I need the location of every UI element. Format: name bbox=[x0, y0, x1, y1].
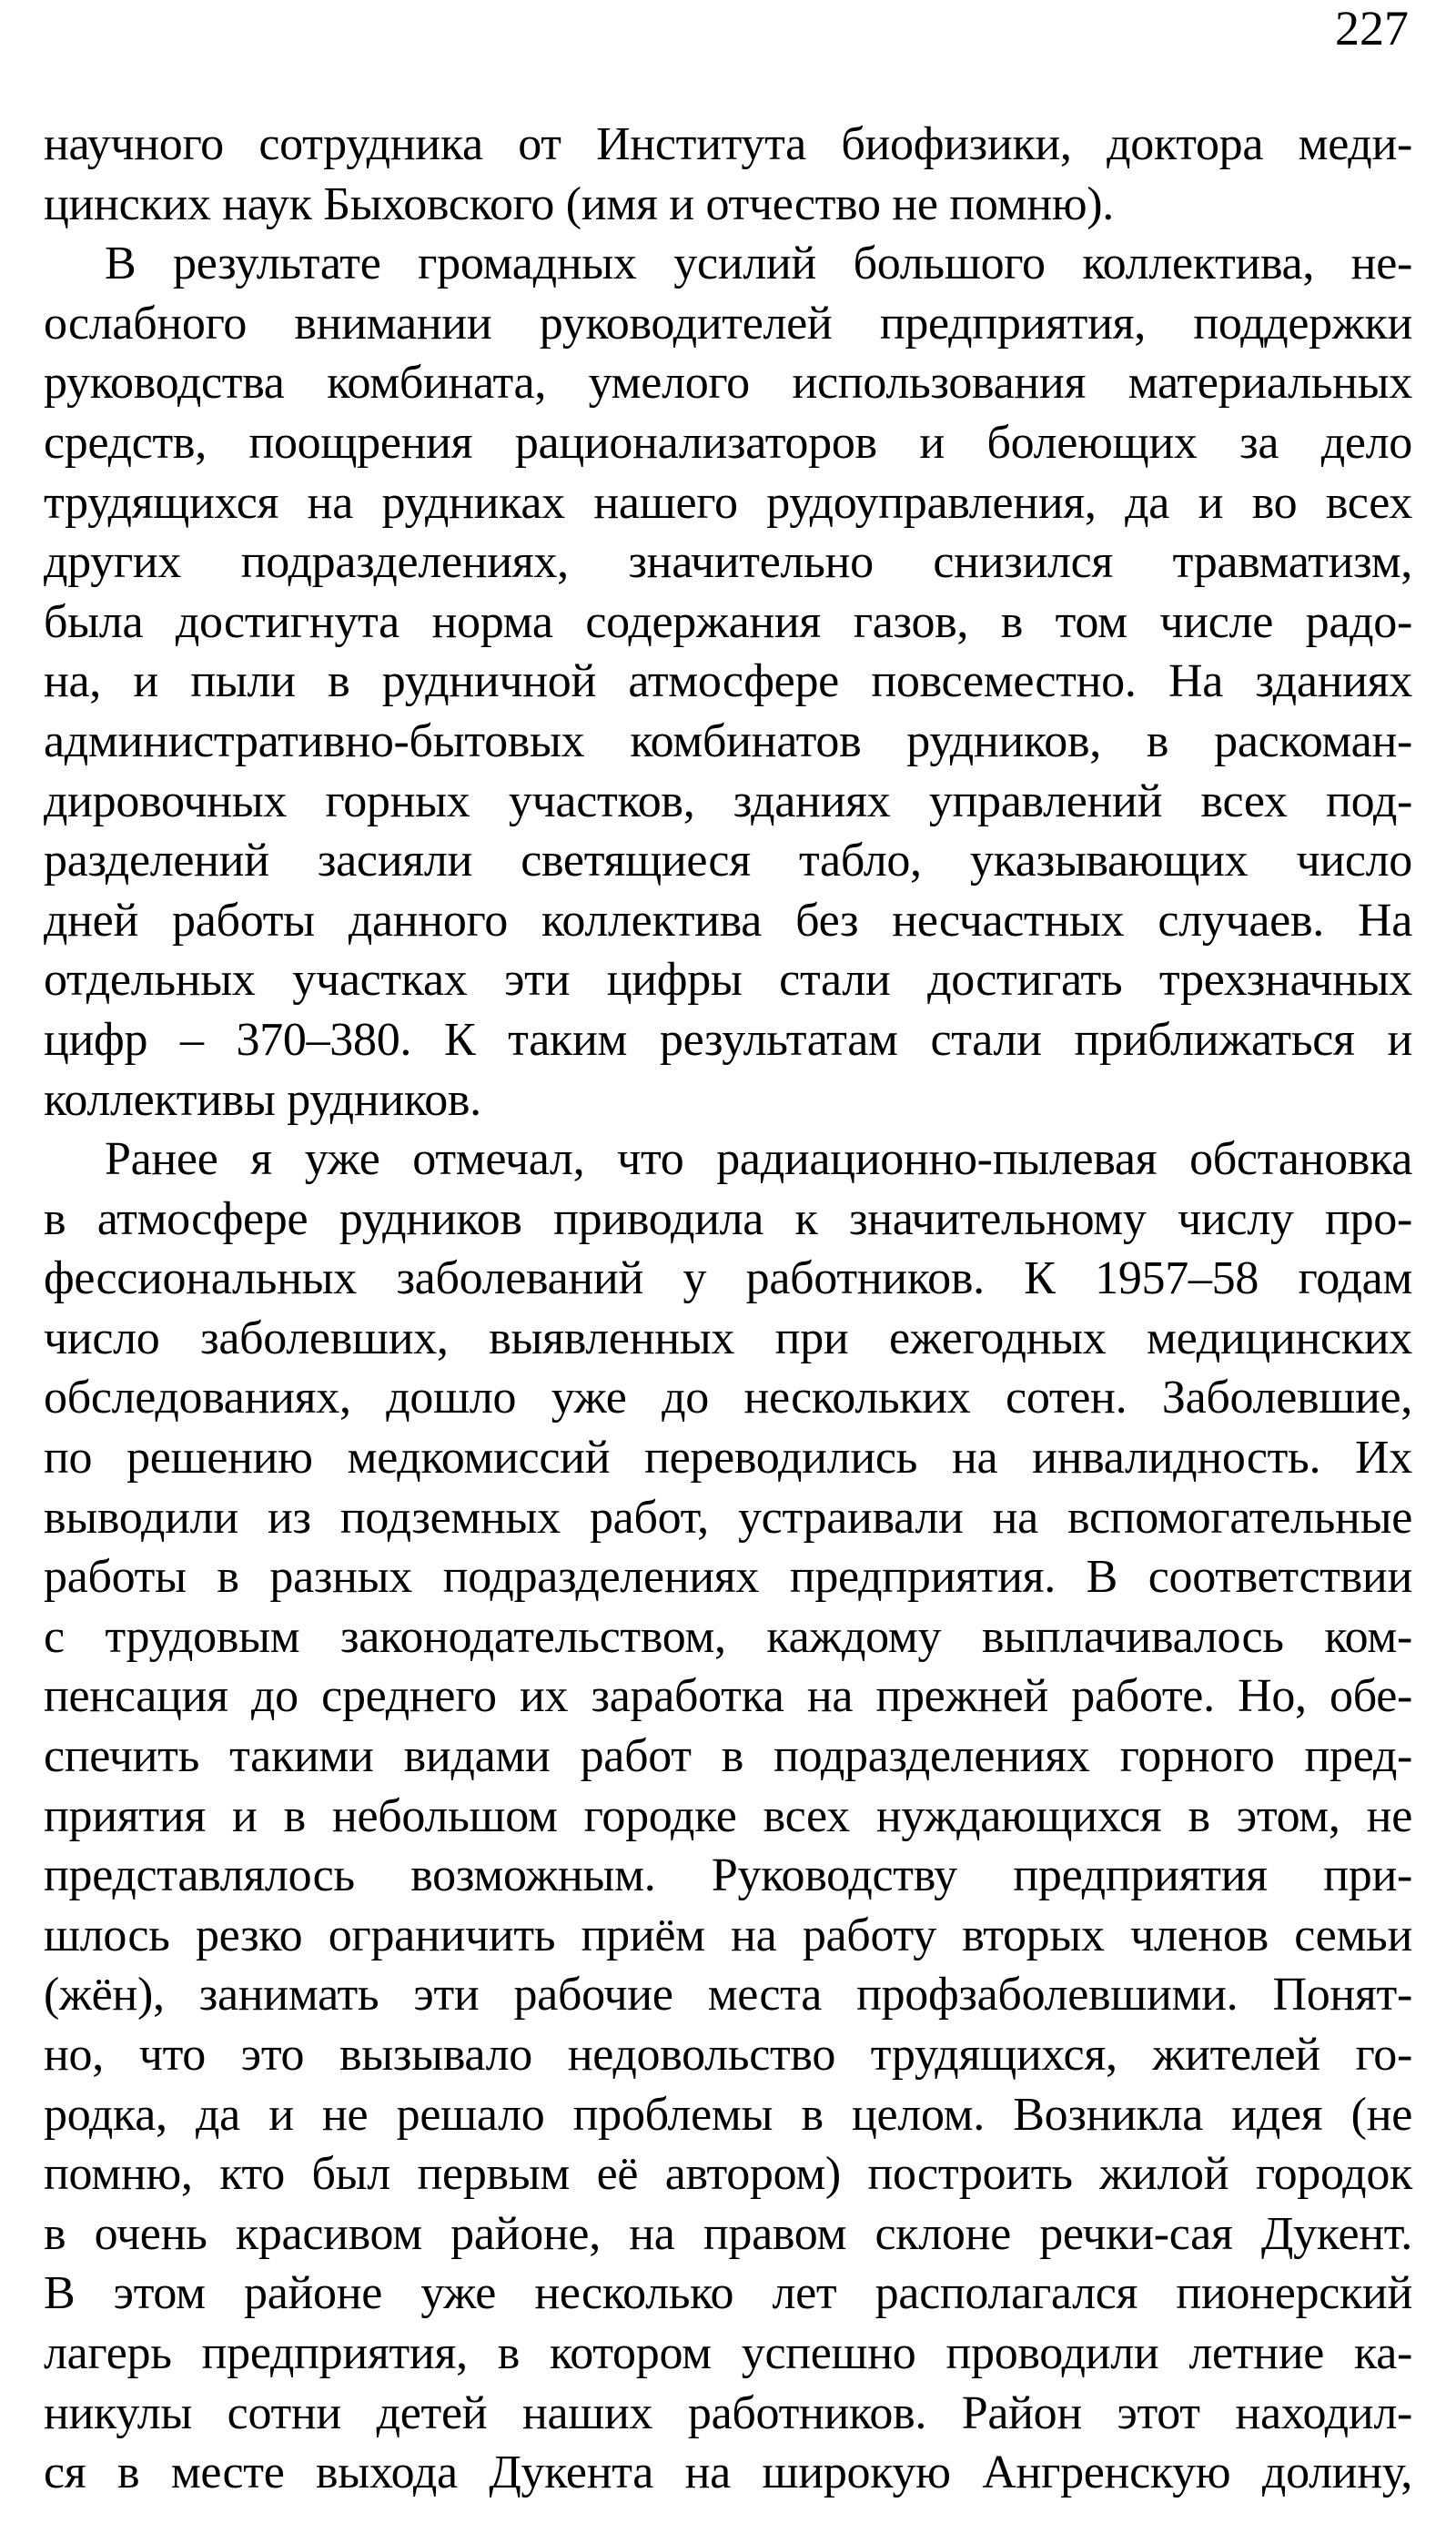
text-line: цифр – 370–380. К таким результатам стали приближаться и bbox=[44, 1013, 1412, 1066]
text-line: фессиональных заболеваний у работников. К 1957–58 годам bbox=[44, 1252, 1412, 1305]
text-line: других подразделениях, значительно снизился травматизм, bbox=[44, 536, 1412, 589]
text-line: руководства комбината, умелого использования материальных bbox=[44, 357, 1412, 410]
text-line: работы в разных подразделениях предприятия. В соответствии bbox=[44, 1551, 1412, 1604]
text-line: административно-бытовых комбинатов рудников, в раскоман- bbox=[44, 714, 1412, 767]
text-line: цинских наук Быховского (имя и отчество не помню). bbox=[44, 177, 1114, 230]
text-line: была достигнута норма содержания газов, в том числе радо- bbox=[44, 595, 1412, 648]
text-line: (жён), занимать эти рабочие места профзаболевшими. Понят- bbox=[44, 1969, 1412, 2021]
text-line: шлось резко ограничить приём на работу вторых членов семьи bbox=[44, 1909, 1412, 1961]
paragraph bbox=[44, 1130, 1412, 2503]
text-line: представлялось возможным. Руководству предприятия при- bbox=[44, 1849, 1412, 1902]
text-line: приятия и в небольшом городке всех нуждающихся в этом, не bbox=[44, 1789, 1412, 1842]
text-line: в атмосфере рудников приводила к значительному числу про- bbox=[44, 1192, 1412, 1245]
text-line: родка, да и не решало проблемы в целом. Возникла идея (не bbox=[44, 2088, 1412, 2141]
text-line: отдельных участках эти цифры стали достигать трехзначных bbox=[44, 954, 1412, 1007]
text-line: дней работы данного коллектива без несчастных случаев. На bbox=[44, 894, 1412, 947]
text-line: средств, поощрения рационализаторов и болеющих за дело bbox=[44, 416, 1412, 469]
text-line: Ранее я уже отмечал, что радиационно-пылевая обстановка bbox=[105, 1133, 1412, 1186]
text-line: В результате громадных усилий большого коллектива, не- bbox=[105, 238, 1412, 290]
text-line: никулы сотни детей наших работников. Район этот находил- bbox=[44, 2386, 1412, 2439]
text-line: лагерь предприятия, в котором успешно проводили летние ка- bbox=[44, 2326, 1412, 2379]
text-line: ся в месте выхода Дукента на широкую Ангренскую долину, bbox=[44, 2447, 1412, 2499]
paragraph bbox=[44, 115, 1412, 234]
text-line: на, и пыли в рудничной атмосфере повсеместно. На зданиях bbox=[44, 655, 1412, 708]
text-line: коллективы рудников. bbox=[44, 1073, 481, 1126]
text-line: число заболевших, выявленных при ежегодных медицинских bbox=[44, 1312, 1412, 1364]
text-line: по решению медкомиссий переводились на инвалидность. Их bbox=[44, 1432, 1412, 1484]
paragraph bbox=[44, 234, 1412, 1130]
text-line: дировочных горных участков, зданиях управлений всех под- bbox=[44, 775, 1412, 827]
text-line: спечить такими видами работ в подразделениях горного пред- bbox=[44, 1730, 1412, 1783]
text-line: в очень красивом районе, на правом склоне речки-сая Дукент. bbox=[44, 2207, 1412, 2260]
text-line: помню, кто был первым её автором) построить жилой городок bbox=[44, 2148, 1412, 2201]
text-line: пенсация до среднего их заработка на прежней работе. Но, обе- bbox=[44, 1670, 1412, 1723]
text-line: ослабного внимании руководителей предприятия, поддержки bbox=[44, 297, 1412, 350]
text-line: с трудовым законодательством, каждому выплачивалось ком- bbox=[44, 1610, 1412, 1663]
text-line: научного сотрудника от Института биофизики, доктора меди- bbox=[44, 118, 1412, 170]
text-line: но, что это вызывало недовольство трудящихся, жителей го- bbox=[44, 2029, 1412, 2081]
text-line: В этом районе уже несколько лет располагался пионерский bbox=[44, 2267, 1412, 2320]
text-block bbox=[44, 115, 1412, 2503]
text-line: выводили из подземных работ, устраивали на вспомогательные bbox=[44, 1491, 1412, 1544]
text-line: разделений засияли светящиеся табло, указывающих число bbox=[44, 835, 1412, 887]
page-number: 227 bbox=[1335, 1, 1409, 56]
text-line: трудящихся на рудниках нашего рудоуправления, да и во всех bbox=[44, 476, 1412, 529]
text-line: обследованиях, дошло уже до нескольких сотен. Заболевшие, bbox=[44, 1372, 1412, 1424]
